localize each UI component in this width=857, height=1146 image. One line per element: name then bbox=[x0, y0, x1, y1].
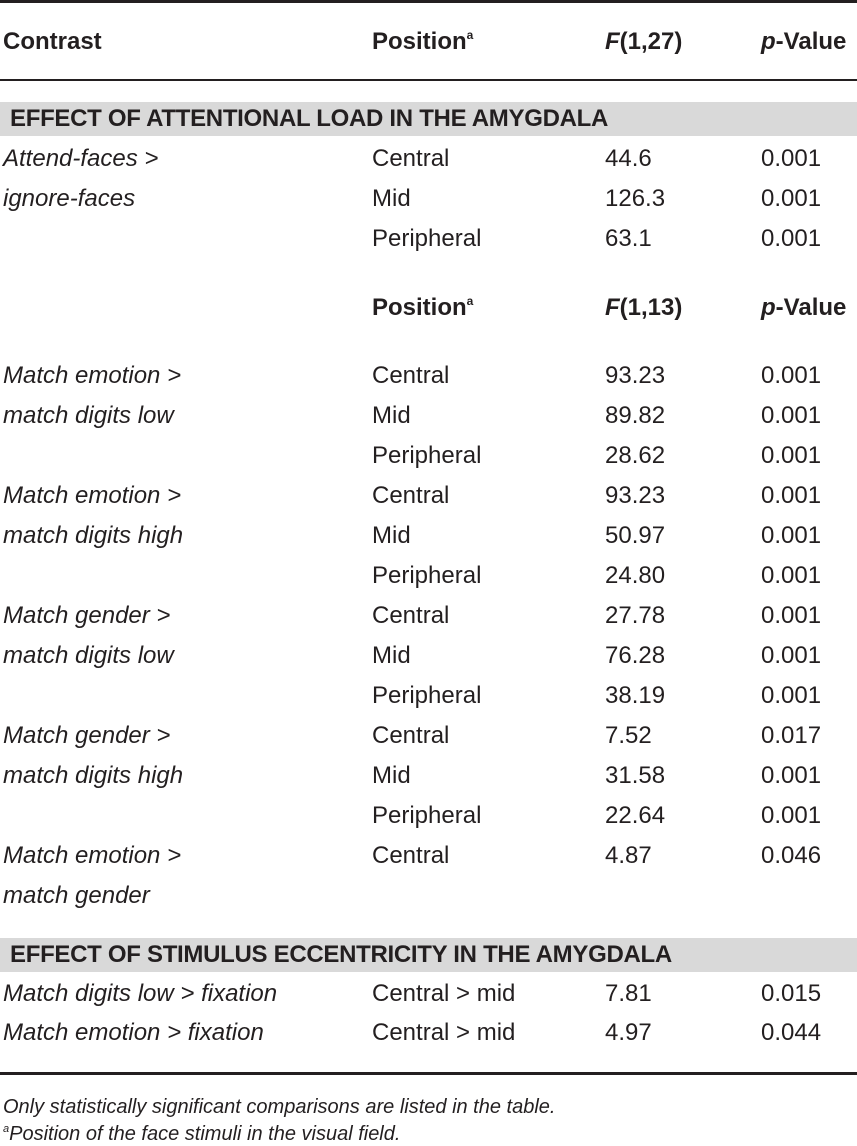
table-top-rule bbox=[0, 0, 857, 3]
table-row-p: 0.001 bbox=[761, 602, 822, 629]
section-stimulus-eccentricity bbox=[0, 938, 857, 972]
table-row-p: 0.001 bbox=[761, 562, 822, 589]
table-row-f: 126.3 bbox=[605, 185, 666, 212]
footnote-position-mark: a bbox=[3, 1123, 10, 1135]
header-p-value bbox=[761, 28, 846, 56]
table-row-contrast: match gender bbox=[3, 882, 150, 909]
table-row-position: Mid bbox=[372, 402, 411, 429]
table-row-contrast: Match emotion > fixation bbox=[3, 1019, 264, 1046]
table-row-p: 0.001 bbox=[761, 682, 822, 709]
table-row-contrast: Match gender > bbox=[3, 722, 171, 749]
table-row-f: 93.23 bbox=[605, 362, 666, 389]
header-f-df: (1,27) bbox=[619, 28, 683, 55]
table-row-contrast: match digits low bbox=[3, 402, 174, 429]
subheader-p-value bbox=[761, 294, 846, 322]
footnote-significance: Only statistically significant comparisons are listed in the table. bbox=[3, 1096, 556, 1118]
table-row-contrast: Match emotion > bbox=[3, 362, 182, 389]
footnote-position-text: Position of the face stimuli in the visual field. bbox=[9, 1123, 401, 1145]
table-row-p: 0.001 bbox=[761, 802, 822, 829]
table-row-f: 44.6 bbox=[605, 145, 652, 172]
table-row-position: Central > mid bbox=[372, 980, 516, 1007]
table-row-position: Mid bbox=[372, 762, 411, 789]
table-row-f: 7.81 bbox=[605, 980, 652, 1007]
header-p-rest: -Value bbox=[775, 28, 847, 55]
footnote-position bbox=[3, 1122, 400, 1146]
table-bottom-rule bbox=[0, 1072, 857, 1075]
table-row-p: 0.001 bbox=[761, 402, 822, 429]
table-row-p: 0.044 bbox=[761, 1019, 822, 1046]
table-row-contrast: Match emotion > bbox=[3, 842, 182, 869]
table-row-p: 0.046 bbox=[761, 842, 822, 869]
table-row-p: 0.001 bbox=[761, 442, 822, 469]
table-row-f: 22.64 bbox=[605, 802, 666, 829]
header-position-footnote-mark: a bbox=[466, 28, 474, 42]
subheader-p-rest: -Value bbox=[775, 294, 847, 321]
table-row-p: 0.001 bbox=[761, 185, 822, 212]
table-row-position: Peripheral bbox=[372, 225, 482, 252]
table-row-position: Central bbox=[372, 362, 450, 389]
subheader-f-statistic bbox=[605, 294, 682, 322]
table-row-position: Central bbox=[372, 722, 450, 749]
table-row-position: Peripheral bbox=[372, 682, 482, 709]
table-row-f: 4.97 bbox=[605, 1019, 652, 1046]
header-bottom-rule bbox=[0, 79, 857, 81]
table-row-position: Mid bbox=[372, 642, 411, 669]
table-row-contrast: Attend-faces > bbox=[3, 145, 159, 172]
table-row-f: 89.82 bbox=[605, 402, 666, 429]
table-row-p: 0.001 bbox=[761, 762, 822, 789]
table-row-contrast: Match digits low > fixation bbox=[3, 980, 278, 1007]
table-row-position: Mid bbox=[372, 185, 411, 212]
header-position-label: Position bbox=[372, 28, 467, 55]
header-p-symbol: p bbox=[761, 28, 776, 55]
header-contrast: Contrast bbox=[3, 28, 102, 55]
table-row-position: Central bbox=[372, 482, 450, 509]
table-row-f: 7.52 bbox=[605, 722, 652, 749]
table-row-p: 0.001 bbox=[761, 642, 822, 669]
table-row-f: 24.80 bbox=[605, 562, 666, 589]
header-f-statistic bbox=[605, 28, 682, 56]
table-row-p: 0.017 bbox=[761, 722, 822, 749]
table-row-p: 0.001 bbox=[761, 145, 822, 172]
subheader-position bbox=[372, 294, 473, 322]
table-row-contrast: match digits low bbox=[3, 642, 174, 669]
subheader-position-footnote-mark: a bbox=[466, 294, 474, 308]
table-row-position: Central > mid bbox=[372, 1019, 516, 1046]
table-row-position: Central bbox=[372, 145, 450, 172]
table-row-p: 0.001 bbox=[761, 225, 822, 252]
table-row-f: 27.78 bbox=[605, 602, 666, 629]
table-row-f: 76.28 bbox=[605, 642, 666, 669]
table-row-f: 28.62 bbox=[605, 442, 666, 469]
section-attentional-load bbox=[0, 102, 857, 136]
table-row-position: Peripheral bbox=[372, 802, 482, 829]
table-row-position: Peripheral bbox=[372, 562, 482, 589]
table-row-f: 63.1 bbox=[605, 225, 652, 252]
table-row-contrast: match digits high bbox=[3, 762, 184, 789]
table-row-p: 0.015 bbox=[761, 980, 822, 1007]
table-row-f: 38.19 bbox=[605, 682, 666, 709]
table-row-p: 0.001 bbox=[761, 522, 822, 549]
table-row-position: Central bbox=[372, 602, 450, 629]
header-position bbox=[372, 28, 473, 56]
section-attentional-load-title: EFFECT OF ATTENTIONAL LOAD IN THE AMYGDALA bbox=[10, 105, 609, 132]
table-row-contrast: Match gender > bbox=[3, 602, 171, 629]
table-row-position: Peripheral bbox=[372, 442, 482, 469]
table-row-f: 50.97 bbox=[605, 522, 666, 549]
table-row-p: 0.001 bbox=[761, 362, 822, 389]
table-row-position: Mid bbox=[372, 522, 411, 549]
table-row-f: 31.58 bbox=[605, 762, 666, 789]
subheader-p-symbol: p bbox=[761, 294, 776, 321]
table-row-p: 0.001 bbox=[761, 482, 822, 509]
table-row-contrast: Match emotion > bbox=[3, 482, 182, 509]
table-row-f: 93.23 bbox=[605, 482, 666, 509]
subheader-position-label: Position bbox=[372, 294, 467, 321]
table-row-f: 4.87 bbox=[605, 842, 652, 869]
table-row-position: Central bbox=[372, 842, 450, 869]
table-row-contrast: match digits high bbox=[3, 522, 184, 549]
header-f-symbol: F bbox=[605, 28, 620, 55]
subheader-f-df: (1,13) bbox=[619, 294, 683, 321]
table-row-contrast: ignore-faces bbox=[3, 185, 136, 212]
subheader-f-symbol: F bbox=[605, 294, 620, 321]
section-stimulus-eccentricity-title: EFFECT OF STIMULUS ECCENTRICITY IN THE AMYGDALA bbox=[10, 941, 672, 968]
